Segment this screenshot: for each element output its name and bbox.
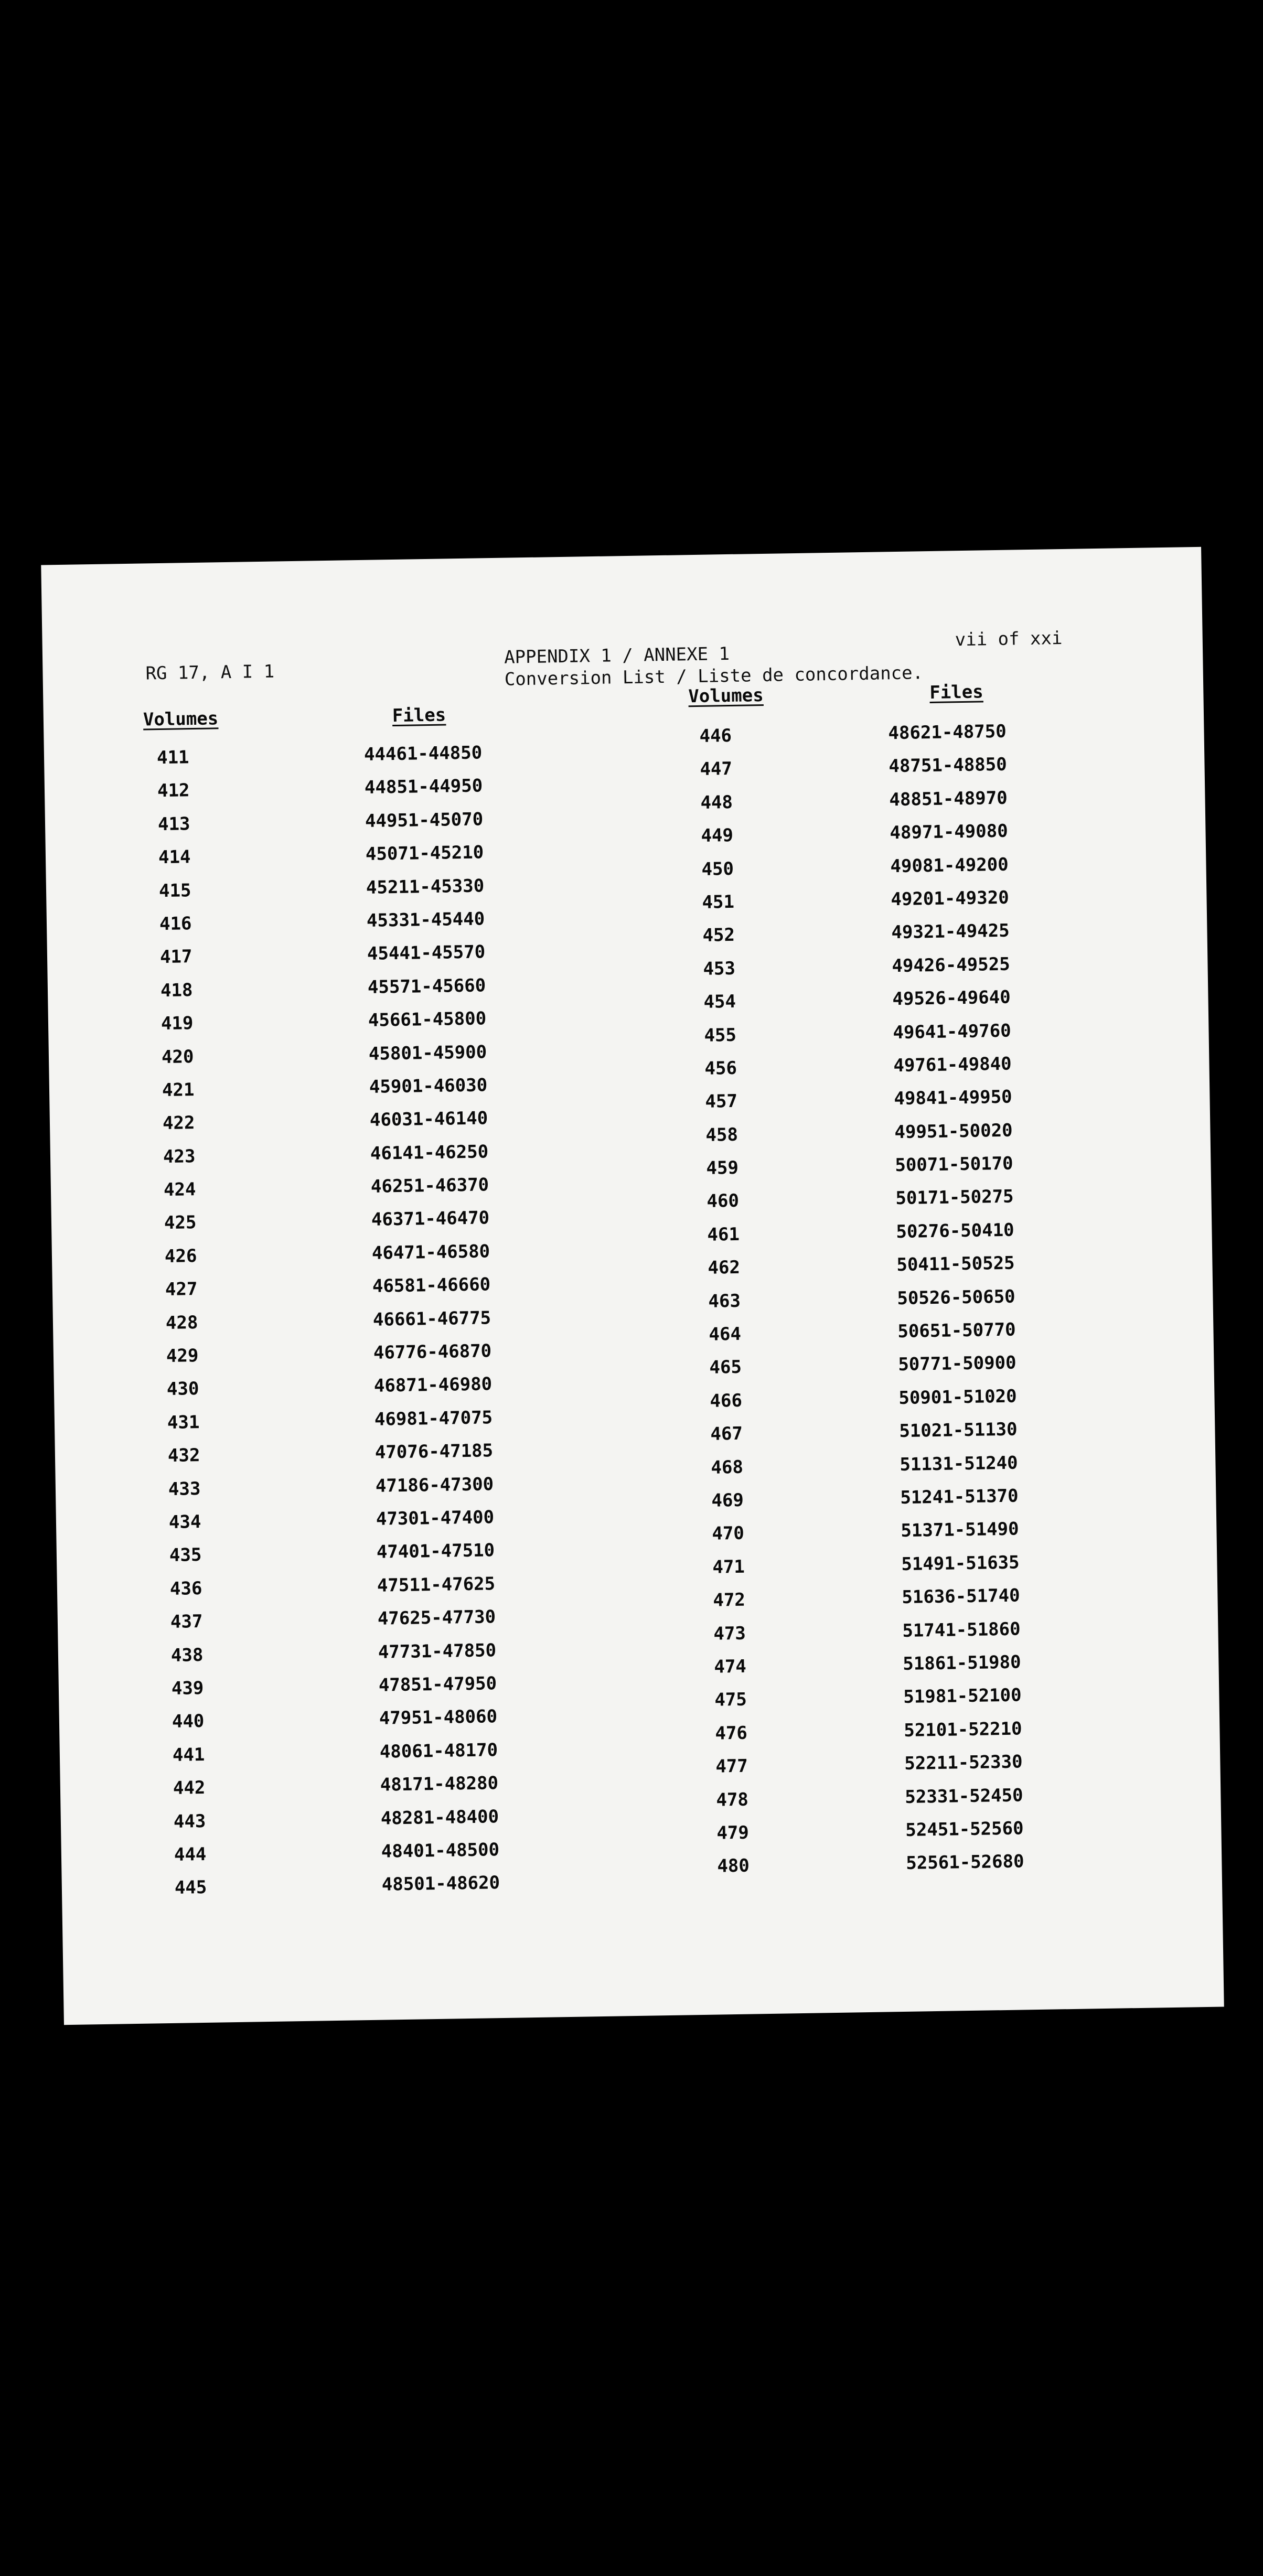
file-range: 51741-51860 xyxy=(902,1618,1021,1641)
file-range: 45331-45440 xyxy=(366,908,485,931)
file-range: 49761-49840 xyxy=(893,1053,1012,1077)
file-range: 44851-44950 xyxy=(364,775,483,799)
file-range: 50171-50275 xyxy=(895,1186,1014,1209)
volume-number: 460 xyxy=(707,1190,740,1212)
volume-number: 453 xyxy=(703,958,736,980)
volume-number: 435 xyxy=(169,1544,202,1566)
volume-number: 468 xyxy=(711,1456,744,1478)
volume-number: 477 xyxy=(715,1755,748,1777)
volume-number: 444 xyxy=(174,1843,207,1865)
file-range: 52101-52210 xyxy=(904,1718,1022,1741)
file-range: 49841-49950 xyxy=(894,1086,1012,1110)
file-range: 51131-51240 xyxy=(900,1452,1018,1475)
volume-number: 436 xyxy=(169,1577,202,1600)
file-range: 50276-50410 xyxy=(896,1219,1014,1242)
file-range: 49641-49760 xyxy=(893,1020,1011,1043)
volume-number: 442 xyxy=(173,1777,206,1799)
file-range: 48061-48170 xyxy=(379,1739,498,1763)
left-files-header: Files xyxy=(392,704,446,727)
volume-number: 480 xyxy=(717,1855,750,1877)
left-files-column xyxy=(364,736,500,1902)
file-range: 50901-51020 xyxy=(898,1386,1017,1409)
volume-number: 474 xyxy=(714,1656,747,1678)
file-range: 45441-45570 xyxy=(367,941,486,965)
file-range: 52211-52330 xyxy=(904,1751,1023,1775)
file-range: 47401-47510 xyxy=(376,1540,495,1563)
volume-number: 426 xyxy=(164,1245,197,1267)
file-range: 49526-49640 xyxy=(892,986,1011,1010)
file-range: 48851-48970 xyxy=(889,787,1008,810)
page-subtitle: Conversion List / Liste de concordance. xyxy=(504,662,924,690)
volume-number: 447 xyxy=(700,758,733,780)
file-range: 45801-45900 xyxy=(368,1041,487,1065)
volume-number: 419 xyxy=(160,1013,194,1035)
volume-number: 448 xyxy=(700,791,733,813)
volume-number: 430 xyxy=(166,1378,199,1400)
volume-number: 437 xyxy=(170,1611,203,1633)
file-range: 50411-50525 xyxy=(896,1252,1015,1276)
file-range: 47951-48060 xyxy=(379,1706,498,1730)
file-range: 46776-46870 xyxy=(373,1340,492,1364)
volume-number: 471 xyxy=(712,1556,745,1578)
volume-number: 428 xyxy=(165,1312,198,1334)
volume-number: 420 xyxy=(161,1046,194,1068)
volume-number: 478 xyxy=(716,1789,749,1811)
volume-number: 413 xyxy=(157,813,190,835)
volume-number: 445 xyxy=(174,1877,207,1899)
file-range: 47301-47400 xyxy=(376,1507,495,1530)
volume-number: 476 xyxy=(715,1722,748,1744)
volume-number: 414 xyxy=(158,846,191,868)
page-number: vii of xxi xyxy=(955,627,1063,651)
file-range: 47731-47850 xyxy=(378,1639,497,1663)
volume-number: 417 xyxy=(159,946,192,968)
volume-number: 429 xyxy=(166,1345,199,1367)
file-range: 49081-49200 xyxy=(890,854,1009,877)
file-range: 49951-50020 xyxy=(894,1120,1013,1143)
right-files-header: Files xyxy=(929,681,983,703)
volume-number: 463 xyxy=(708,1290,741,1312)
file-range: 50651-50770 xyxy=(897,1319,1016,1343)
volume-number: 443 xyxy=(173,1810,206,1832)
file-range: 45661-45800 xyxy=(368,1008,487,1031)
volume-number: 415 xyxy=(158,879,191,901)
file-range: 46031-46140 xyxy=(369,1108,488,1131)
file-range: 45571-45660 xyxy=(367,975,486,998)
volume-number: 411 xyxy=(156,747,189,769)
document-page xyxy=(41,547,1224,2025)
volume-number: 461 xyxy=(707,1223,740,1246)
volume-number: 416 xyxy=(159,913,192,935)
volume-number: 434 xyxy=(168,1511,201,1533)
appendix-title: APPENDIX 1 / ANNEXE 1 xyxy=(504,643,730,668)
file-range: 51371-51490 xyxy=(901,1518,1019,1542)
file-range: 46981-47075 xyxy=(374,1407,493,1430)
volume-number: 438 xyxy=(170,1644,204,1666)
file-range: 48281-48400 xyxy=(380,1806,499,1829)
volume-number: 462 xyxy=(708,1257,741,1279)
volume-number: 459 xyxy=(706,1157,739,1179)
file-range: 47625-47730 xyxy=(377,1606,496,1629)
file-range: 46471-46580 xyxy=(371,1241,490,1264)
file-range: 51241-51370 xyxy=(900,1485,1019,1509)
file-range: 50071-50170 xyxy=(895,1153,1013,1176)
volume-number: 470 xyxy=(712,1523,745,1545)
volume-number: 422 xyxy=(162,1112,195,1134)
volume-number: 472 xyxy=(713,1589,746,1611)
volume-number: 469 xyxy=(711,1489,744,1511)
file-range: 48621-48750 xyxy=(888,721,1007,744)
volume-number: 479 xyxy=(716,1822,750,1844)
file-range: 44951-45070 xyxy=(365,809,484,832)
volume-number: 446 xyxy=(699,725,732,747)
volume-number: 452 xyxy=(702,925,735,947)
volume-number: 425 xyxy=(164,1212,197,1234)
volume-number: 418 xyxy=(160,979,193,1001)
volume-number: 458 xyxy=(705,1124,738,1146)
file-range: 46371-46470 xyxy=(371,1207,490,1231)
volume-number: 475 xyxy=(714,1689,747,1711)
file-range: 51636-51740 xyxy=(902,1585,1020,1608)
left-volumes-column xyxy=(157,741,207,1905)
file-range: 49426-49525 xyxy=(892,953,1010,976)
volume-number: 456 xyxy=(704,1057,737,1079)
right-volumes-header: Volumes xyxy=(688,684,764,707)
volume-number: 451 xyxy=(702,891,735,913)
file-range: 49321-49425 xyxy=(891,920,1010,943)
volume-number: 423 xyxy=(163,1145,196,1167)
volume-number: 439 xyxy=(171,1677,204,1699)
file-range: 46871-46980 xyxy=(373,1373,493,1397)
file-range: 51491-51635 xyxy=(901,1552,1020,1575)
volume-number: 465 xyxy=(709,1357,742,1379)
file-range: 44461-44850 xyxy=(363,742,483,765)
file-range: 48171-48280 xyxy=(380,1773,499,1796)
right-volumes-column xyxy=(699,720,750,1883)
file-range: 47076-47185 xyxy=(374,1440,494,1463)
file-range: 46581-46660 xyxy=(372,1274,491,1297)
volume-number: 467 xyxy=(710,1423,743,1445)
file-range: 45071-45210 xyxy=(365,842,484,865)
file-range: 48501-48620 xyxy=(381,1872,500,1895)
file-range: 50771-50900 xyxy=(898,1352,1016,1376)
volume-number: 431 xyxy=(167,1411,200,1433)
volume-number: 424 xyxy=(163,1179,196,1201)
file-range: 46661-46775 xyxy=(372,1307,491,1330)
file-range: 49201-49320 xyxy=(891,887,1009,910)
volume-number: 473 xyxy=(713,1623,746,1645)
file-range: 46141-46250 xyxy=(370,1141,489,1164)
file-range: 50526-50650 xyxy=(897,1286,1015,1309)
file-range: 52451-52560 xyxy=(905,1818,1024,1841)
file-range: 51021-51130 xyxy=(899,1419,1018,1442)
file-range: 48971-49080 xyxy=(890,820,1008,844)
file-range: 51861-51980 xyxy=(903,1651,1021,1675)
file-range: 51981-52100 xyxy=(903,1684,1022,1708)
reference-code: RG 17, A I 1 xyxy=(145,661,275,684)
left-volumes-header: Volumes xyxy=(143,708,219,731)
volume-number: 441 xyxy=(172,1744,205,1766)
file-range: 45901-46030 xyxy=(369,1075,488,1098)
file-range: 46251-46370 xyxy=(370,1174,489,1197)
volume-number: 457 xyxy=(705,1091,738,1113)
volume-number: 427 xyxy=(165,1279,198,1301)
volume-number: 464 xyxy=(709,1323,742,1345)
file-range: 45211-45330 xyxy=(366,875,485,898)
file-range: 47851-47950 xyxy=(378,1673,497,1696)
file-range: 47511-47625 xyxy=(377,1573,496,1596)
volume-number: 433 xyxy=(168,1478,201,1500)
volume-number: 421 xyxy=(162,1079,195,1101)
right-files-column xyxy=(888,715,1024,1881)
volume-number: 466 xyxy=(710,1390,743,1412)
file-range: 47186-47300 xyxy=(375,1473,494,1497)
file-range: 48401-48500 xyxy=(381,1839,500,1862)
volume-number: 455 xyxy=(704,1024,737,1046)
volume-number: 450 xyxy=(701,858,734,880)
volume-number: 454 xyxy=(703,991,736,1013)
volume-number: 449 xyxy=(701,825,734,847)
file-range: 48751-48850 xyxy=(889,754,1007,777)
volume-number: 440 xyxy=(172,1711,205,1733)
volume-number: 412 xyxy=(157,780,190,802)
file-range: 52331-52450 xyxy=(905,1784,1023,1808)
volume-number: 432 xyxy=(167,1445,200,1467)
file-range: 52561-52680 xyxy=(906,1851,1024,1874)
